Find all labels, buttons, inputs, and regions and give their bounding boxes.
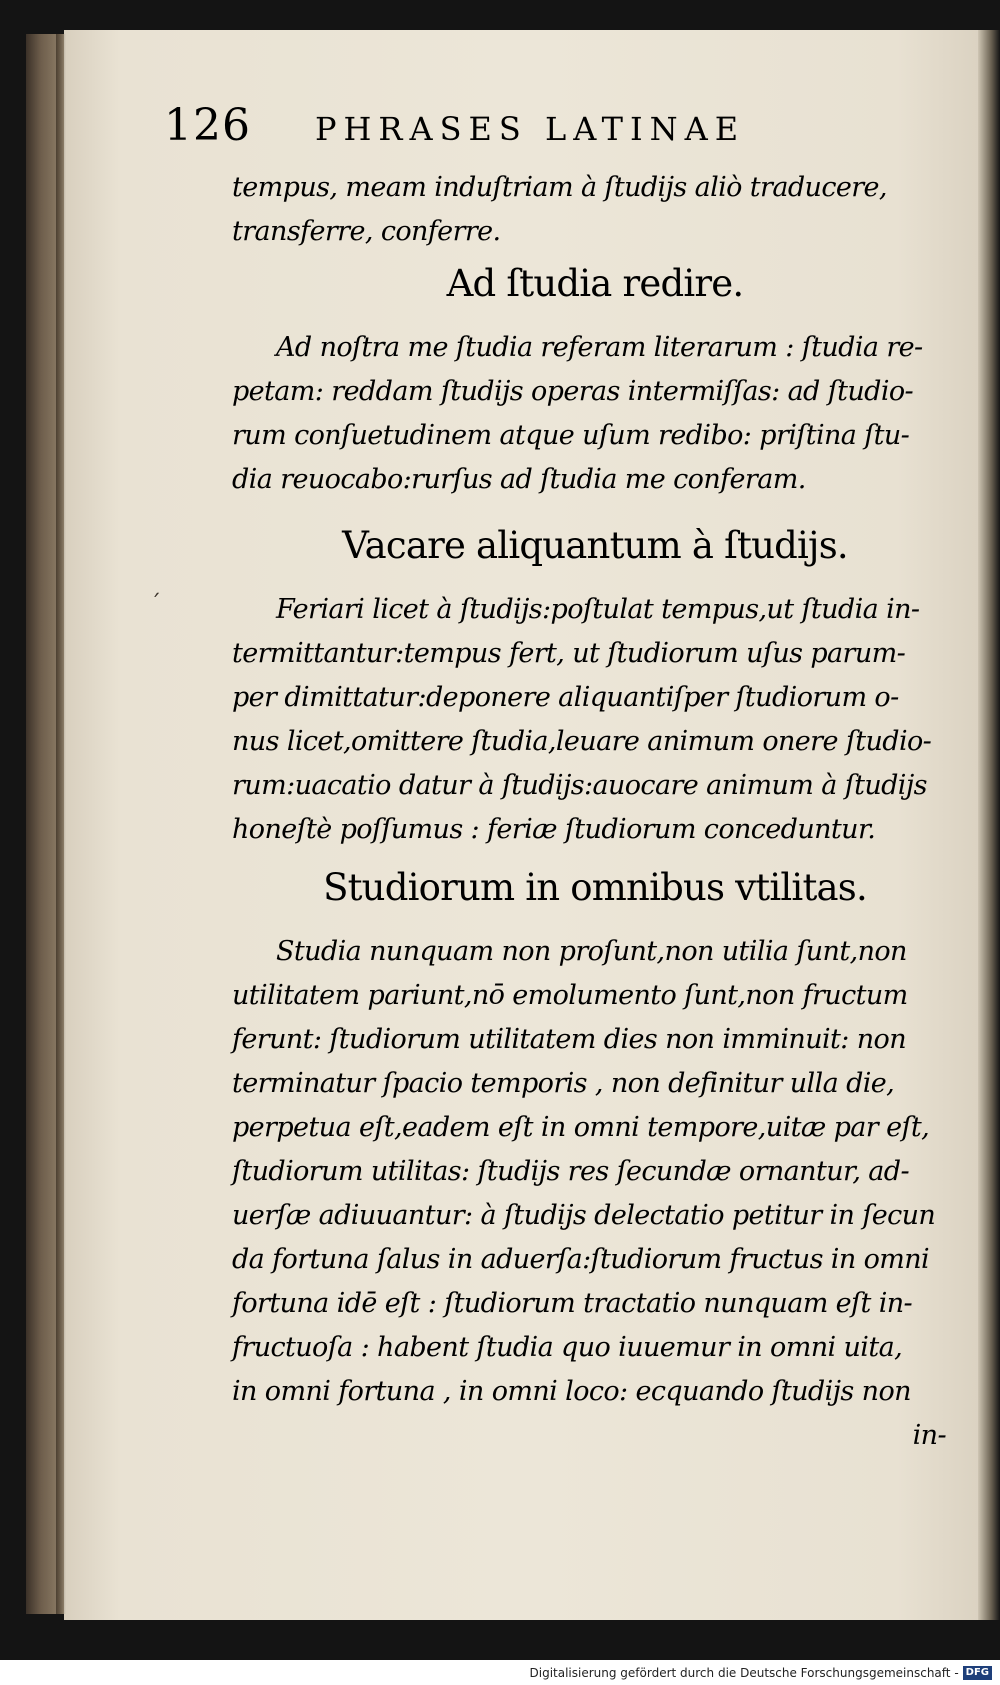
gutter-shadow <box>56 34 66 1614</box>
text-line: termittantur:tempus fert, ut ſtudiorum uſus parum- <box>232 638 906 669</box>
text-line: honeſtè poſſumus : feriæ ſtudiorum conceduntur. <box>232 814 876 845</box>
text-line: dia reuocabo:rurſus ad ſtudia me conferam. <box>232 464 806 495</box>
running-title: PHRASES LATINAE <box>314 110 746 148</box>
text-line: utilitatem pariunt,nō emolumento ſunt,non fructum <box>232 980 908 1011</box>
section-heading: Vacare aliquantum à ſtudijs. <box>342 524 848 567</box>
text-line: Studia nunquam non proſunt,non utilia ſunt,non <box>276 936 907 967</box>
text-line: tempus, meam induſtriam à ſtudijs aliò traducere, <box>232 172 887 203</box>
section-paragraph <box>232 930 958 1458</box>
section-paragraph <box>232 326 958 502</box>
credit-text: Digitalisierung gefördert durch die Deutsche Forschungsgemeinschaft - <box>529 1666 959 1680</box>
text-line: Ad noſtra me ſtudia referam literarum : ſtudia re- <box>276 332 923 363</box>
text-line: ferunt: ſtudiorum utilitatem dies non imminuit: non <box>232 1024 906 1055</box>
text-line: ſtudiorum utilitas: ſtudijs res ſecundæ ornantur, ad- <box>232 1156 910 1187</box>
dfg-logo-icon: DFG <box>963 1666 992 1680</box>
text-line: da fortuna ſalus in aduerſa:ſtudiorum fructus in omni <box>232 1244 930 1275</box>
text-line: uerſæ adiuuantur: à ſtudijs delectatio petitur in ſecun <box>232 1200 936 1231</box>
text-line: per dimittatur:deponere aliquantiſper ſtudiorum o- <box>232 682 899 713</box>
page-right-edge <box>978 30 1000 1620</box>
text-line: nus licet,omittere ſtudia,leuare animum onere ſtudio- <box>232 726 932 757</box>
text-line: fortuna idē eſt : ſtudiorum tractatio nunquam eſt in- <box>232 1288 913 1319</box>
text-line: in omni fortuna , in omni loco: ecquando ſtudijs non <box>232 1376 911 1407</box>
catchword: in- <box>912 1420 946 1451</box>
section-heading: Studiorum in omnibus vtilitas. <box>323 866 867 909</box>
text-line: terminatur ſpacio temporis , non definitur ulla die, <box>232 1068 895 1099</box>
margin-mark: ´ <box>150 592 161 617</box>
section-paragraph <box>232 588 958 852</box>
text-line: transferre, conferre. <box>232 216 501 247</box>
text-line: rum conſuetudinem atque uſum redibo: priſtina ſtu- <box>232 420 910 451</box>
text-line: perpetua eſt,eadem eſt in omni tempore,uitæ par eſt, <box>232 1112 930 1143</box>
digitization-credit <box>530 1663 993 1683</box>
text-line: petam: reddam ſtudijs operas intermiſſas: ad ſtudio- <box>232 376 914 407</box>
text-line: rum:uacatio datur à ſtudijs:auocare animum à ſtudijs <box>232 770 927 801</box>
page-header <box>164 100 924 160</box>
text-line: Feriari licet à ſtudijs:poſtulat tempus,ut ſtudia in- <box>276 594 920 625</box>
text-line: fructuoſa : habent ſtudia quo iuuemur in omni uita, <box>232 1332 903 1363</box>
intro-paragraph <box>232 166 958 254</box>
section-heading: Ad ſtudia redire. <box>446 262 744 305</box>
page-number: 126 <box>164 100 251 151</box>
